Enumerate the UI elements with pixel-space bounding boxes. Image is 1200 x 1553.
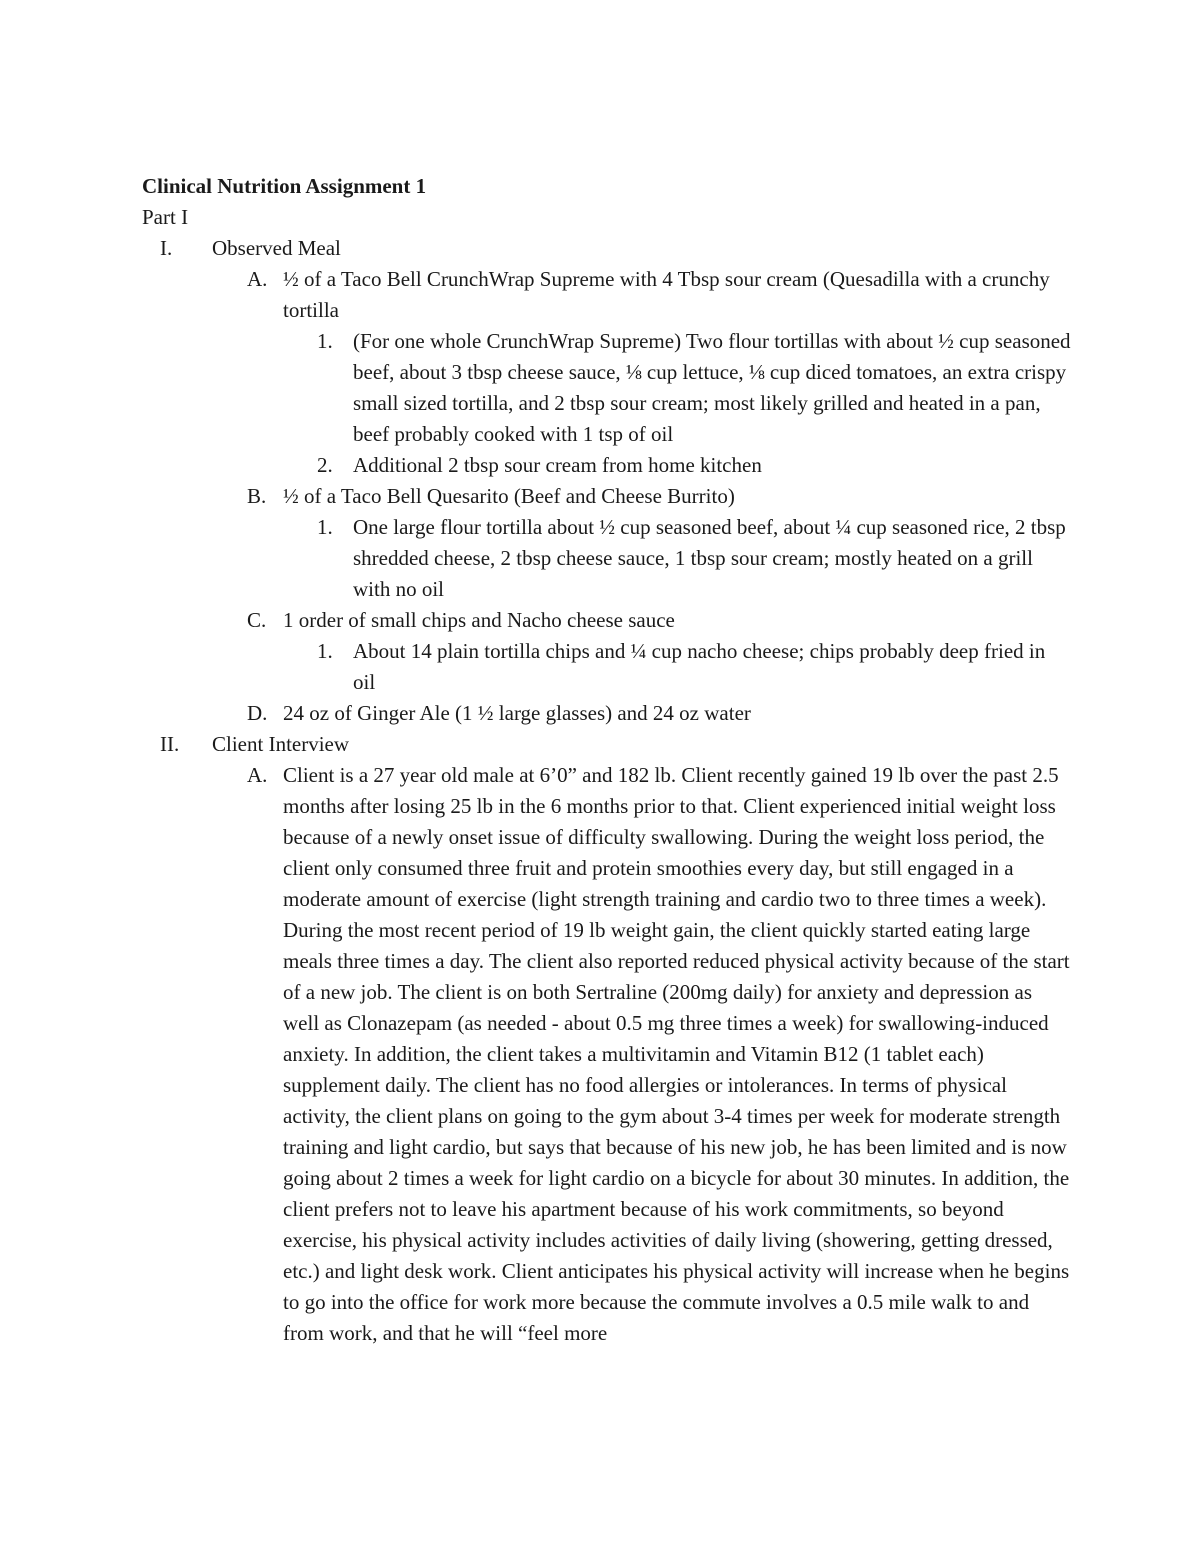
sub-item-text: Additional 2 tbsp sour cream from home kitchen — [353, 453, 762, 477]
item-text: Client is a 27 year old male at 6’0” and 182 lb. Client recently gained 19 lb over the past 2.5 months after losing 25 lb in the 6 months prior to that. Client experienced initial weight loss because of a newly onset issue of difficulty swallowing. During the weight loss period, the client only consumed three fruit and protein smoothies every day, but still engaged in a moderate amount of exercise (light strength training and cardio two to three times a week). During the most recent period of 19 lb weight gain, the client quickly started eating large meals three times a day. The client also reported reduced physical activity because of the start of a new job. The client is on both Sertraline (200mg daily) for anxiety and depression as well as Clonazepam (as needed - about 0.5 mg three times a week) for swallowing-induced anxiety. In addition, the client takes a multivitamin and Vitamin B12 (1 tablet each) supplement daily. The client has no food allergies or intolerances. In terms of physical activity, the client plans on going to the gym about 3-4 times per week for moderate strength training and light cardio, but says that because of his new job, he has been limited and is now going about 2 times a week for light cardio on a bicycle for about 30 minutes. In addition, the client prefers not to leave his apartment because of his work commitments, so beyond exercise, his physical activity includes activities of daily living (showering, getting dressed, etc.) and light desk work. Client anticipates his physical activity will increase when he begins to go into the office for work more because the commute involves a 0.5 mile walk to and from work, and that he will “feel more — [283, 763, 1070, 1345]
section-heading: Client Interview — [212, 732, 350, 756]
item-text: 1 order of small chips and Nacho cheese sauce — [283, 608, 675, 632]
sub-item-text: (For one whole CrunchWrap Supreme) Two flour tortillas with about ½ cup seasoned beef, about 3 tbsp cheese sauce, ⅛ cup lettuce, ⅛ cup diced tomatoes, an extra crispy small sized tortilla, and 2 tbsp sour cream; most likely grilled and heated in a pan, beef probably cooked with 1 tsp of oil — [353, 329, 1071, 446]
sub-item-text: About 14 plain tortilla chips and ¼ cup nacho cheese; chips probably deep fried in oil — [353, 639, 1046, 694]
sub-list-item — [317, 326, 1072, 450]
item-text: 24 oz of Ginger Ale (1 ½ large glasses) and 24 oz water — [283, 701, 751, 725]
document-body — [142, 171, 1072, 1349]
list-item — [247, 605, 1072, 636]
sub-item-text: One large flour tortilla about ½ cup seasoned beef, about ¼ cup seasoned rice, 2 tbsp shredded cheese, 2 tbsp cheese sauce, 1 tbsp sour cream; mostly heated on a grill with no oil — [353, 515, 1066, 601]
sub-item-number: 2. — [317, 453, 333, 477]
item-text: ½ of a Taco Bell Quesarito (Beef and Cheese Burrito) — [283, 484, 735, 508]
section-client-interview — [142, 729, 1072, 760]
list-item — [247, 481, 1072, 512]
item-letter: D. — [247, 701, 268, 725]
list-item — [247, 264, 1072, 326]
sub-item-number: 1. — [317, 329, 333, 353]
document-title: Clinical Nutrition Assignment 1 — [142, 174, 427, 198]
sub-item-number: 1. — [317, 515, 333, 539]
section-number: I. — [160, 236, 173, 260]
item-text: ½ of a Taco Bell CrunchWrap Supreme with 4 Tbsp sour cream (Quesadilla with a crunchy tortilla — [283, 267, 1050, 322]
list-item — [247, 698, 1072, 729]
sub-list-item — [317, 636, 1072, 698]
item-letter: B. — [247, 484, 267, 508]
section-heading: Observed Meal — [212, 236, 341, 260]
sub-list-item — [317, 512, 1072, 605]
item-letter: A. — [247, 763, 268, 787]
section-observed-meal — [142, 233, 1072, 264]
list-item — [247, 760, 1072, 1349]
sub-item-number: 1. — [317, 639, 333, 663]
item-letter: A. — [247, 267, 268, 291]
part-heading: Part I — [142, 205, 189, 229]
item-letter: C. — [247, 608, 267, 632]
sub-list-item — [317, 450, 1072, 481]
section-number: II. — [160, 732, 180, 756]
